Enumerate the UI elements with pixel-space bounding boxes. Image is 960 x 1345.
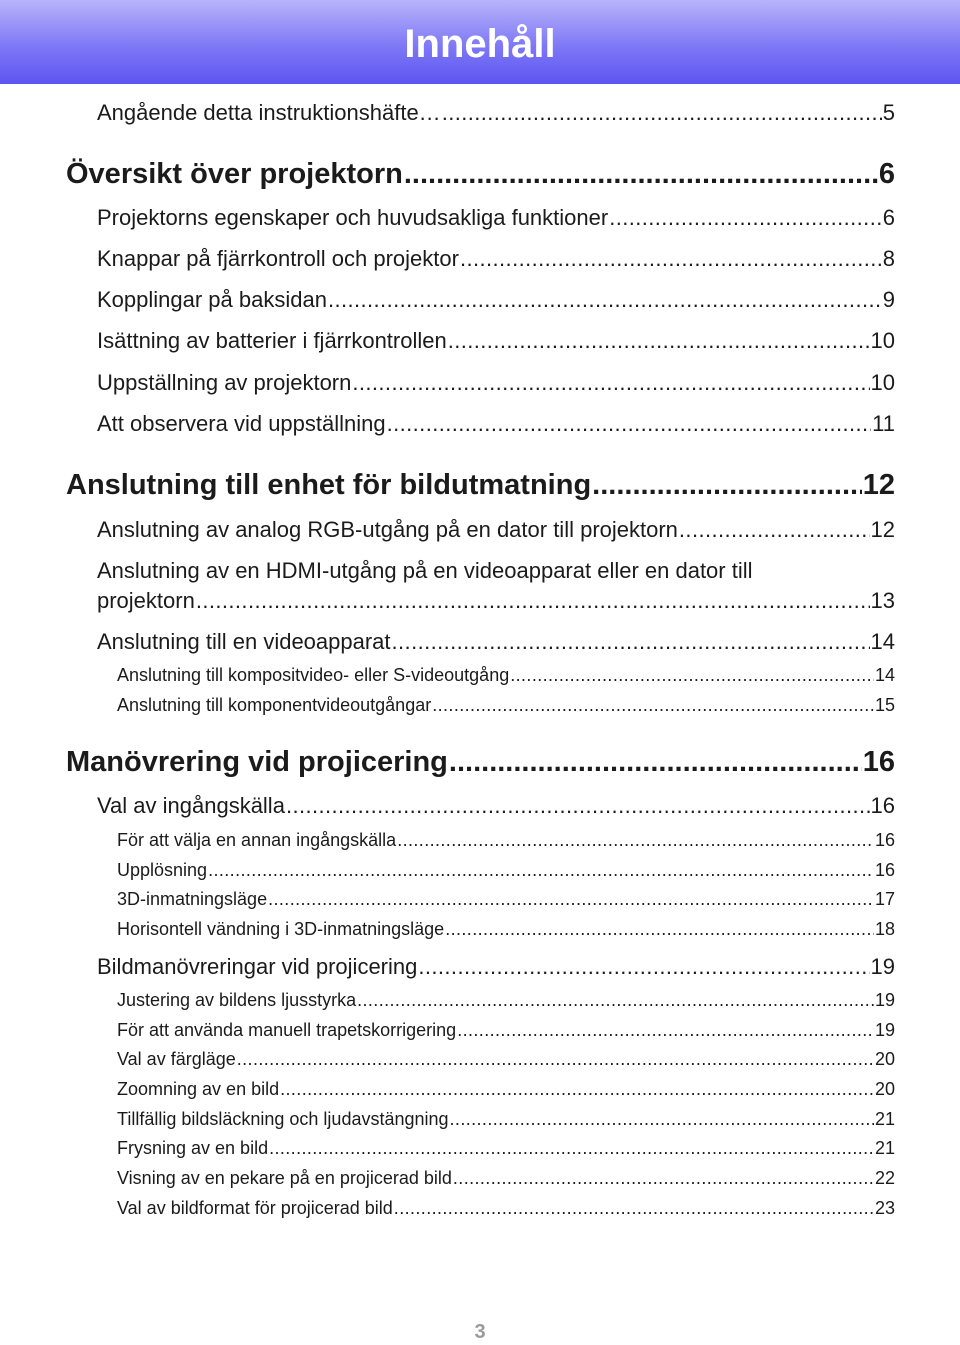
toc-entry[interactable] <box>97 516 895 544</box>
leader-dots <box>609 204 882 232</box>
toc-chapter[interactable] <box>66 156 895 192</box>
toc-subentry-page: 19 <box>874 1020 895 1040</box>
toc-entry-title: Bildmanövreringar vid projicering <box>97 954 418 979</box>
leader-dots <box>268 887 874 911</box>
toc-entry-page: 14 <box>870 629 895 654</box>
leader-dots <box>442 99 882 127</box>
toc-subentry[interactable] <box>117 858 895 882</box>
toc-entry[interactable] <box>97 953 895 981</box>
toc-chapter[interactable] <box>66 744 895 780</box>
leader-dots <box>448 327 870 355</box>
toc-subentry[interactable] <box>117 1196 895 1220</box>
leader-dots <box>457 1018 874 1042</box>
toc-entry-page: 10 <box>870 328 895 353</box>
toc-entry[interactable] <box>97 204 895 232</box>
toc-entry-page: 8 <box>882 246 895 271</box>
toc-subentry-page: 16 <box>874 860 895 880</box>
toc-entry[interactable] <box>97 327 895 355</box>
leader-dots <box>392 628 870 656</box>
toc-entry-title: Anslutning av analog RGB-utgång på en dator till projektorn <box>97 517 678 542</box>
toc-entry-page: 12 <box>870 517 895 542</box>
toc-subentry[interactable] <box>117 663 895 687</box>
toc-entry[interactable] <box>97 99 895 127</box>
leader-dots <box>592 467 862 503</box>
leader-dots <box>404 156 878 192</box>
toc-subentry-title: För att använda manuell trapetskorrigering <box>117 1020 457 1040</box>
page-number: 3 <box>474 1321 486 1343</box>
toc-subentry-page: 14 <box>874 665 895 685</box>
toc-entry-title: Val av ingångskälla <box>97 793 285 818</box>
toc-subentry-title: Anslutning till kompositvideo- eller S-videoutgång <box>117 665 510 685</box>
toc-entry-title: Isättning av batterier i fjärrkontrollen <box>97 328 447 353</box>
toc-subentry[interactable] <box>117 1077 895 1101</box>
toc-chapter-page: 12 <box>862 469 895 501</box>
toc-subentry-page: 20 <box>874 1079 895 1099</box>
toc-subentry-page: 23 <box>874 1198 895 1218</box>
toc-entry-page: 13 <box>870 588 895 613</box>
leader-dots <box>196 587 870 615</box>
leader-dots <box>352 369 869 397</box>
toc-entry[interactable] <box>97 792 895 820</box>
toc-subentry-title: Horisontell vändning i 3D-inmatningsläge <box>117 919 445 939</box>
leader-dots <box>449 744 862 780</box>
toc-subentry-title: Tillfällig bildsläckning och ljudavstängning <box>117 1109 449 1129</box>
leader-dots <box>328 286 882 314</box>
toc-subentry[interactable] <box>117 917 895 941</box>
toc-chapter-title: Manövrering vid projicering <box>66 746 448 778</box>
toc-subentry-page: 15 <box>874 695 895 715</box>
toc-subentry[interactable] <box>117 693 895 717</box>
toc-subentry-page: 16 <box>874 830 895 850</box>
toc-subentry-title: Val av bildformat för projicerad bild <box>117 1198 393 1218</box>
toc-subentry-page: 20 <box>874 1049 895 1069</box>
toc-entry-page: 11 <box>872 411 895 436</box>
toc-entry[interactable] <box>97 369 895 397</box>
toc-entry-first-line[interactable]: Anslutning av en HDMI-utgång på en videoapparat eller en dator till <box>97 558 753 583</box>
toc-chapter-title: Anslutning till enhet för bildutmatning <box>66 469 592 501</box>
toc-chapter[interactable] <box>66 467 895 503</box>
toc-subentry[interactable] <box>117 1047 895 1071</box>
toc-subentry-title: Visning av en pekare på en projicerad bild <box>117 1168 452 1188</box>
toc-subentry-title: 3D-inmatningsläge <box>117 889 268 909</box>
toc-subentry[interactable] <box>117 1107 895 1131</box>
leader-dots <box>450 1107 874 1131</box>
leader-dots <box>208 858 874 882</box>
toc-entry-page: 6 <box>882 205 895 230</box>
toc-entry[interactable] <box>97 587 895 615</box>
toc-entry-page: 19 <box>870 954 895 979</box>
toc-entry-title: projektorn <box>97 588 195 613</box>
leader-dots <box>269 1136 874 1160</box>
toc-subentry-title: För att välja en annan ingångskälla <box>117 830 397 850</box>
toc-entry-title: Anslutning till en videoapparat <box>97 629 391 654</box>
toc-chapter-title: Översikt över projektorn <box>66 158 403 190</box>
toc-entry[interactable] <box>97 286 895 314</box>
toc-subentry[interactable] <box>117 1166 895 1190</box>
leader-dots <box>387 410 872 438</box>
toc-subentry-page: 17 <box>874 889 895 909</box>
toc-subentry-title: Val av färgläge <box>117 1049 236 1069</box>
toc-chapter-page: 6 <box>878 158 895 190</box>
leader-dots <box>286 792 870 820</box>
toc-chapter-page: 16 <box>862 746 895 778</box>
toc-entry-page: 10 <box>870 370 895 395</box>
toc-entry-page: 9 <box>882 287 895 312</box>
toc-entry-page: 16 <box>870 793 895 818</box>
toc-entry-title: Uppställning av projektorn <box>97 370 352 395</box>
toc-entry[interactable] <box>97 245 895 273</box>
leader-dots <box>418 953 869 981</box>
leader-dots <box>394 1196 874 1220</box>
leader-dots <box>510 663 874 687</box>
toc-subentry[interactable] <box>117 828 895 852</box>
toc-entry-title: Projektorns egenskaper och huvudsakliga funktioner <box>97 205 609 230</box>
toc-subentry[interactable] <box>117 1018 895 1042</box>
leader-dots <box>432 693 874 717</box>
toc-subentry-page: 21 <box>874 1109 895 1129</box>
leader-dots <box>280 1077 874 1101</box>
toc-entry-title: Att observera vid uppställning <box>97 411 386 436</box>
leader-dots <box>679 516 870 544</box>
leader-dots <box>237 1047 874 1071</box>
toc-entry-title: Angående detta instruktionshäfte… <box>97 100 441 125</box>
leader-dots <box>445 917 874 941</box>
toc-subentry-title: Frysning av en bild <box>117 1138 269 1158</box>
toc-entry[interactable] <box>97 628 895 656</box>
toc-entry[interactable] <box>97 410 895 438</box>
leader-dots <box>397 828 874 852</box>
toc-subentry[interactable] <box>117 988 895 1012</box>
leader-dots <box>453 1166 874 1190</box>
toc-subentry[interactable] <box>117 887 895 911</box>
toc-subentry[interactable] <box>117 1136 895 1160</box>
toc-subentry-title: Anslutning till komponentvideoutgångar <box>117 695 432 715</box>
toc-subentry-page: 18 <box>874 919 895 939</box>
toc-entry-title: Knappar på fjärrkontroll och projektor <box>97 246 459 271</box>
toc-entry-title: Kopplingar på baksidan <box>97 287 327 312</box>
toc-subentry-page: 19 <box>874 990 895 1010</box>
toc-subentry-title: Upplösning <box>117 860 208 880</box>
toc-subentry-title: Zoomning av en bild <box>117 1079 280 1099</box>
toc-subentry-page: 21 <box>874 1138 895 1158</box>
leader-dots <box>460 245 882 273</box>
leader-dots <box>357 988 874 1012</box>
toc-subentry-title: Justering av bildens ljusstyrka <box>117 990 357 1010</box>
toc-subentry-page: 22 <box>874 1168 895 1188</box>
toc-entry-page: 5 <box>882 100 895 125</box>
page-title: Innehåll <box>404 22 556 66</box>
